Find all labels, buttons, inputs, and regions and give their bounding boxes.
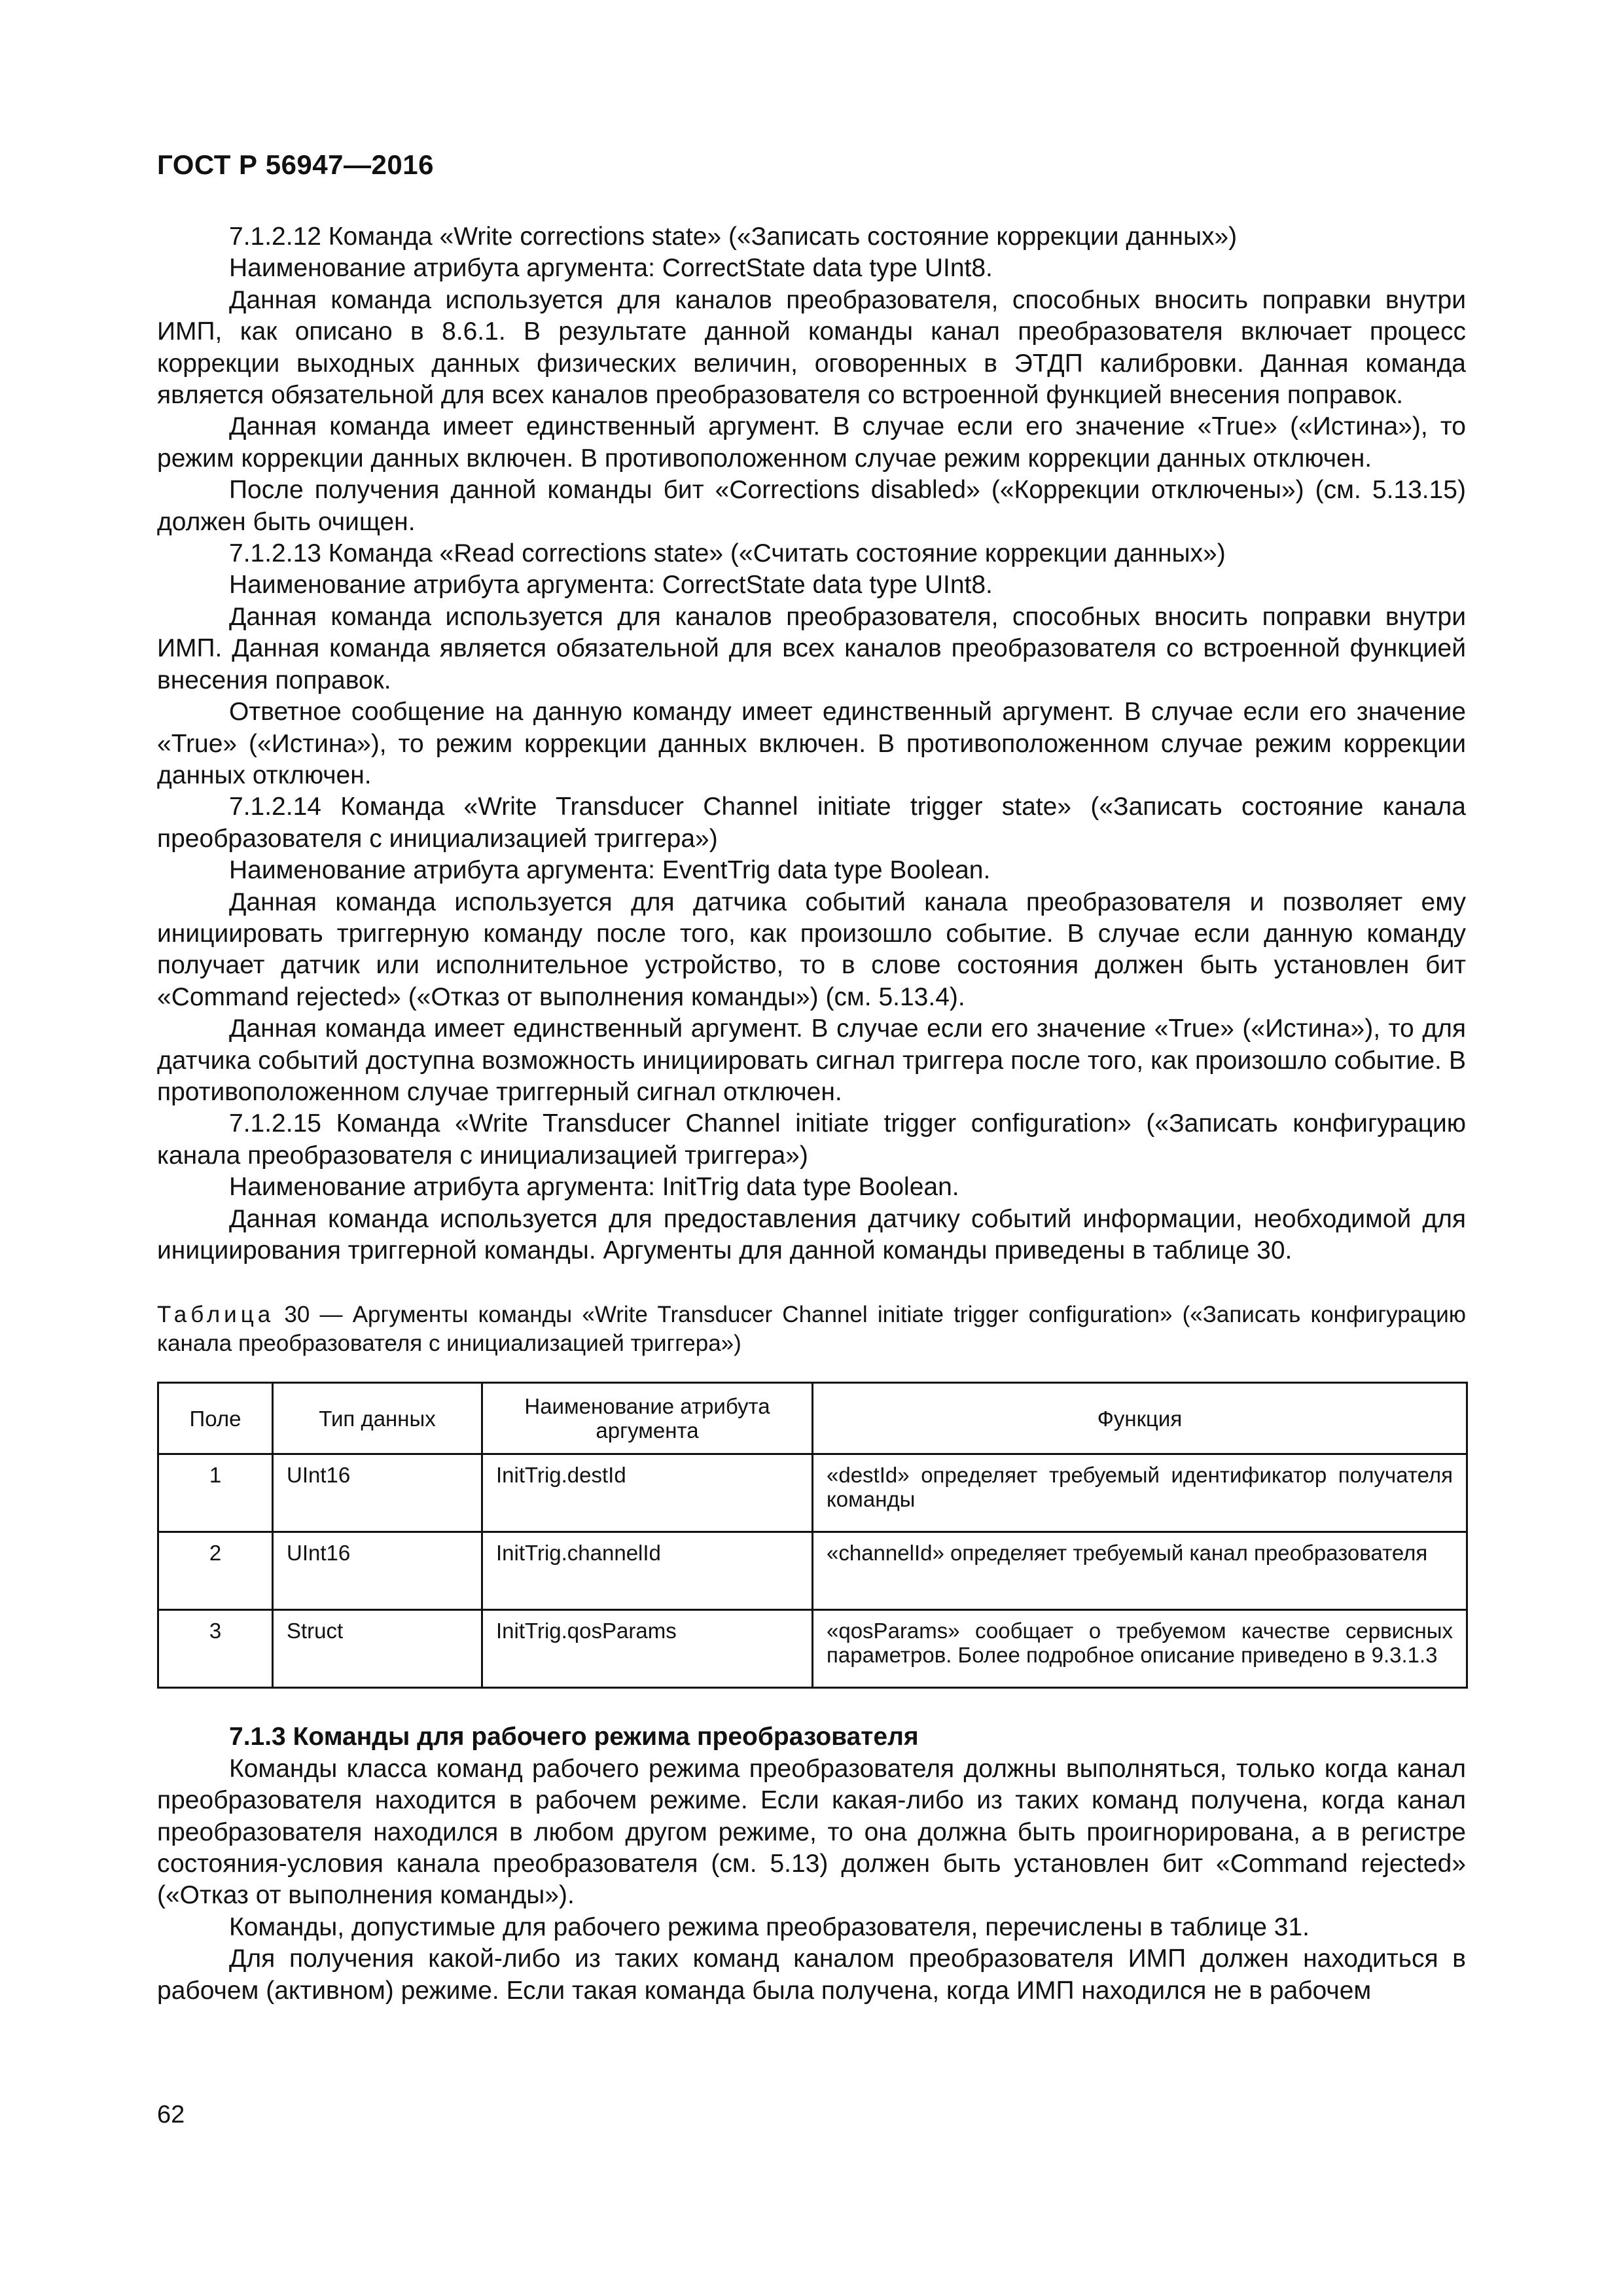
argument-attribute-name: Наименование атрибута аргумента: InitTrig data type Boolean. [229,1173,959,1202]
page-content [157,221,1466,2007]
cell-field: 1 [158,1454,273,1532]
clause-7-1-2-15-title: 7.1.2.15 Команда «Write Transducer Channel initiate trigger configuration» («Записать конфигурацию канала преобразователя с инициализацией триггера») [157,1109,1466,1170]
cell-function: «channelId» определяет требуемый канал преобразователя [813,1532,1467,1610]
header-data-type: Тип данных [273,1383,482,1454]
table-caption-text: 30 — Аргументы команды «Write Transducer Channel initiate trigger configuration» («Записать конфигурацию канала преобразователя с инициализацией триггера») [157,1302,1466,1357]
page-number: 62 [157,2101,185,2128]
body-paragraph: Команды, допустимые для рабочего режима преобразователя, перечислены в таблице 31. [229,1912,1310,1941]
cell-data-type: UInt16 [273,1532,482,1610]
body-paragraph: Данная команда используется для предоставления датчику событий информации, необходимой для инициирования триггерной команды. Аргументы для данной команды приведены в таблице 30. [157,1204,1466,1265]
cell-data-type: Struct [273,1610,482,1688]
body-paragraph: После получения данной команды бит «Corrections disabled» («Коррекции отключены») (см. 5.13.15) должен быть очищен. [157,476,1466,536]
body-paragraph: Данная команда используется для датчика событий канала преобразователя и позволяет ему инициировать триггерную команду после того, как произошло событие. В случае если данную команду получает датчик или исполнительное устройство, то в слове состояния должен быть установлен бит «Command rejected» («Отказ от выполнения команды») (см. 5.13.4). [157,888,1466,1011]
table-30 [157,1382,1468,1689]
body-paragraph: Данная команда используется для каналов преобразователя, способных вносить поправки внутри ИМП, как описано в 8.6.1. В результате данной команды канал преобразователя включает процесс коррекции выходных данных физических величин, оговоренных в ЭТДП калибровки. Данная команда является обязательной для всех каналов преобразователя со встроенной функцией внесения поправок. [157,285,1466,410]
table-row [158,1454,1467,1532]
section-7-1-3 [157,1721,1466,2007]
argument-attribute-name: Наименование атрибута аргумента: CorrectState data type UInt8. [229,254,993,283]
body-paragraph: Ответное сообщение на данную команду имеет единственный аргумент. В случае если его значение «True» («Истина»), то режим коррекции данных включен. В противоположенном случае режим коррекции данных отключен. [157,698,1466,789]
clause-7-1-2-13-title: 7.1.2.13 Команда «Read corrections state» («Считать состояние коррекции данных») [229,539,1226,568]
table-row [158,1610,1467,1688]
clause-7-1-2-14-title: 7.1.2.14 Команда «Write Transducer Channel initiate trigger state» («Записать состояние канала преобразователя с инициализацией триггера») [157,793,1466,853]
table-header-row [158,1383,1467,1454]
cell-attribute-name: InitTrig.channelId [482,1532,813,1610]
header-attribute-name: Наименование атрибута аргумента [482,1383,813,1454]
cell-function: «destId» определяет требуемый идентификатор получателя команды [813,1454,1467,1532]
standard-header: ГОСТ Р 56947—2016 [157,149,434,180]
body-paragraph: Для получения какой-либо из таких команд каналом преобразователя ИМП должен находиться в рабочем (активном) режиме. Если такая команда была получена, когда ИМП находился не в рабочем [157,1945,1466,2005]
cell-field: 2 [158,1532,273,1610]
body-paragraph: Данная команда имеет единственный аргумент. В случае если его значение «True» («Истина»), то режим коррекции данных включен. В противоположенном случае режим коррекции данных отключен. [157,412,1466,473]
argument-attribute-name: Наименование атрибута аргумента: CorrectState data type UInt8. [229,571,993,600]
cell-field: 3 [158,1610,273,1688]
cell-function: «qosParams» сообщает о требуемом качестве сервисных параметров. Более подробное описание приведено в 9.3.1.3 [813,1610,1467,1688]
body-paragraph: Данная команда используется для каналов преобразователя, способных вносить поправки внутри ИМП. Данная команда является обязательной для всех каналов преобразователя со встроенной функцией внесения поправок. [157,602,1466,694]
clause-7-1-2-12-title: 7.1.2.12 Команда «Write corrections state» («Записать состояние коррекции данных») [229,223,1238,251]
header-function: Функция [813,1383,1467,1454]
argument-attribute-name: Наименование атрибута аргумента: EventTrig data type Boolean. [229,856,991,885]
table-row [158,1532,1467,1610]
cell-data-type: UInt16 [273,1454,482,1532]
header-field: Поле [158,1383,273,1454]
body-paragraph: Данная команда имеет единственный аргумент. В случае если его значение «True» («Истина»), то для датчика событий доступна возможность инициировать сигнал триггера после того, как произошло событие. В противоположенном случае триггерный сигнал отключен. [157,1014,1466,1106]
section-heading: 7.1.3 Команды для рабочего режима преобразователя [229,1723,919,1751]
body-paragraph: Команды класса команд рабочего режима преобразователя должны выполняться, только когда канал преобразователя находится в рабочем режиме. Если какая-либо из таких команд получена, когда канал преобразователя находился в любом другом режиме, то она должна быть проигнорирована, а в регистре состояния-условия канала преобразователя (см. 5.13) должен быть установлен бит «Command rejected» («Отказ от выполнения команды»). [157,1754,1466,1910]
cell-attribute-name: InitTrig.destId [482,1454,813,1532]
table-30-caption [157,1300,1466,1358]
table-caption-label: Таблица [157,1302,275,1328]
cell-attribute-name: InitTrig.qosParams [482,1610,813,1688]
